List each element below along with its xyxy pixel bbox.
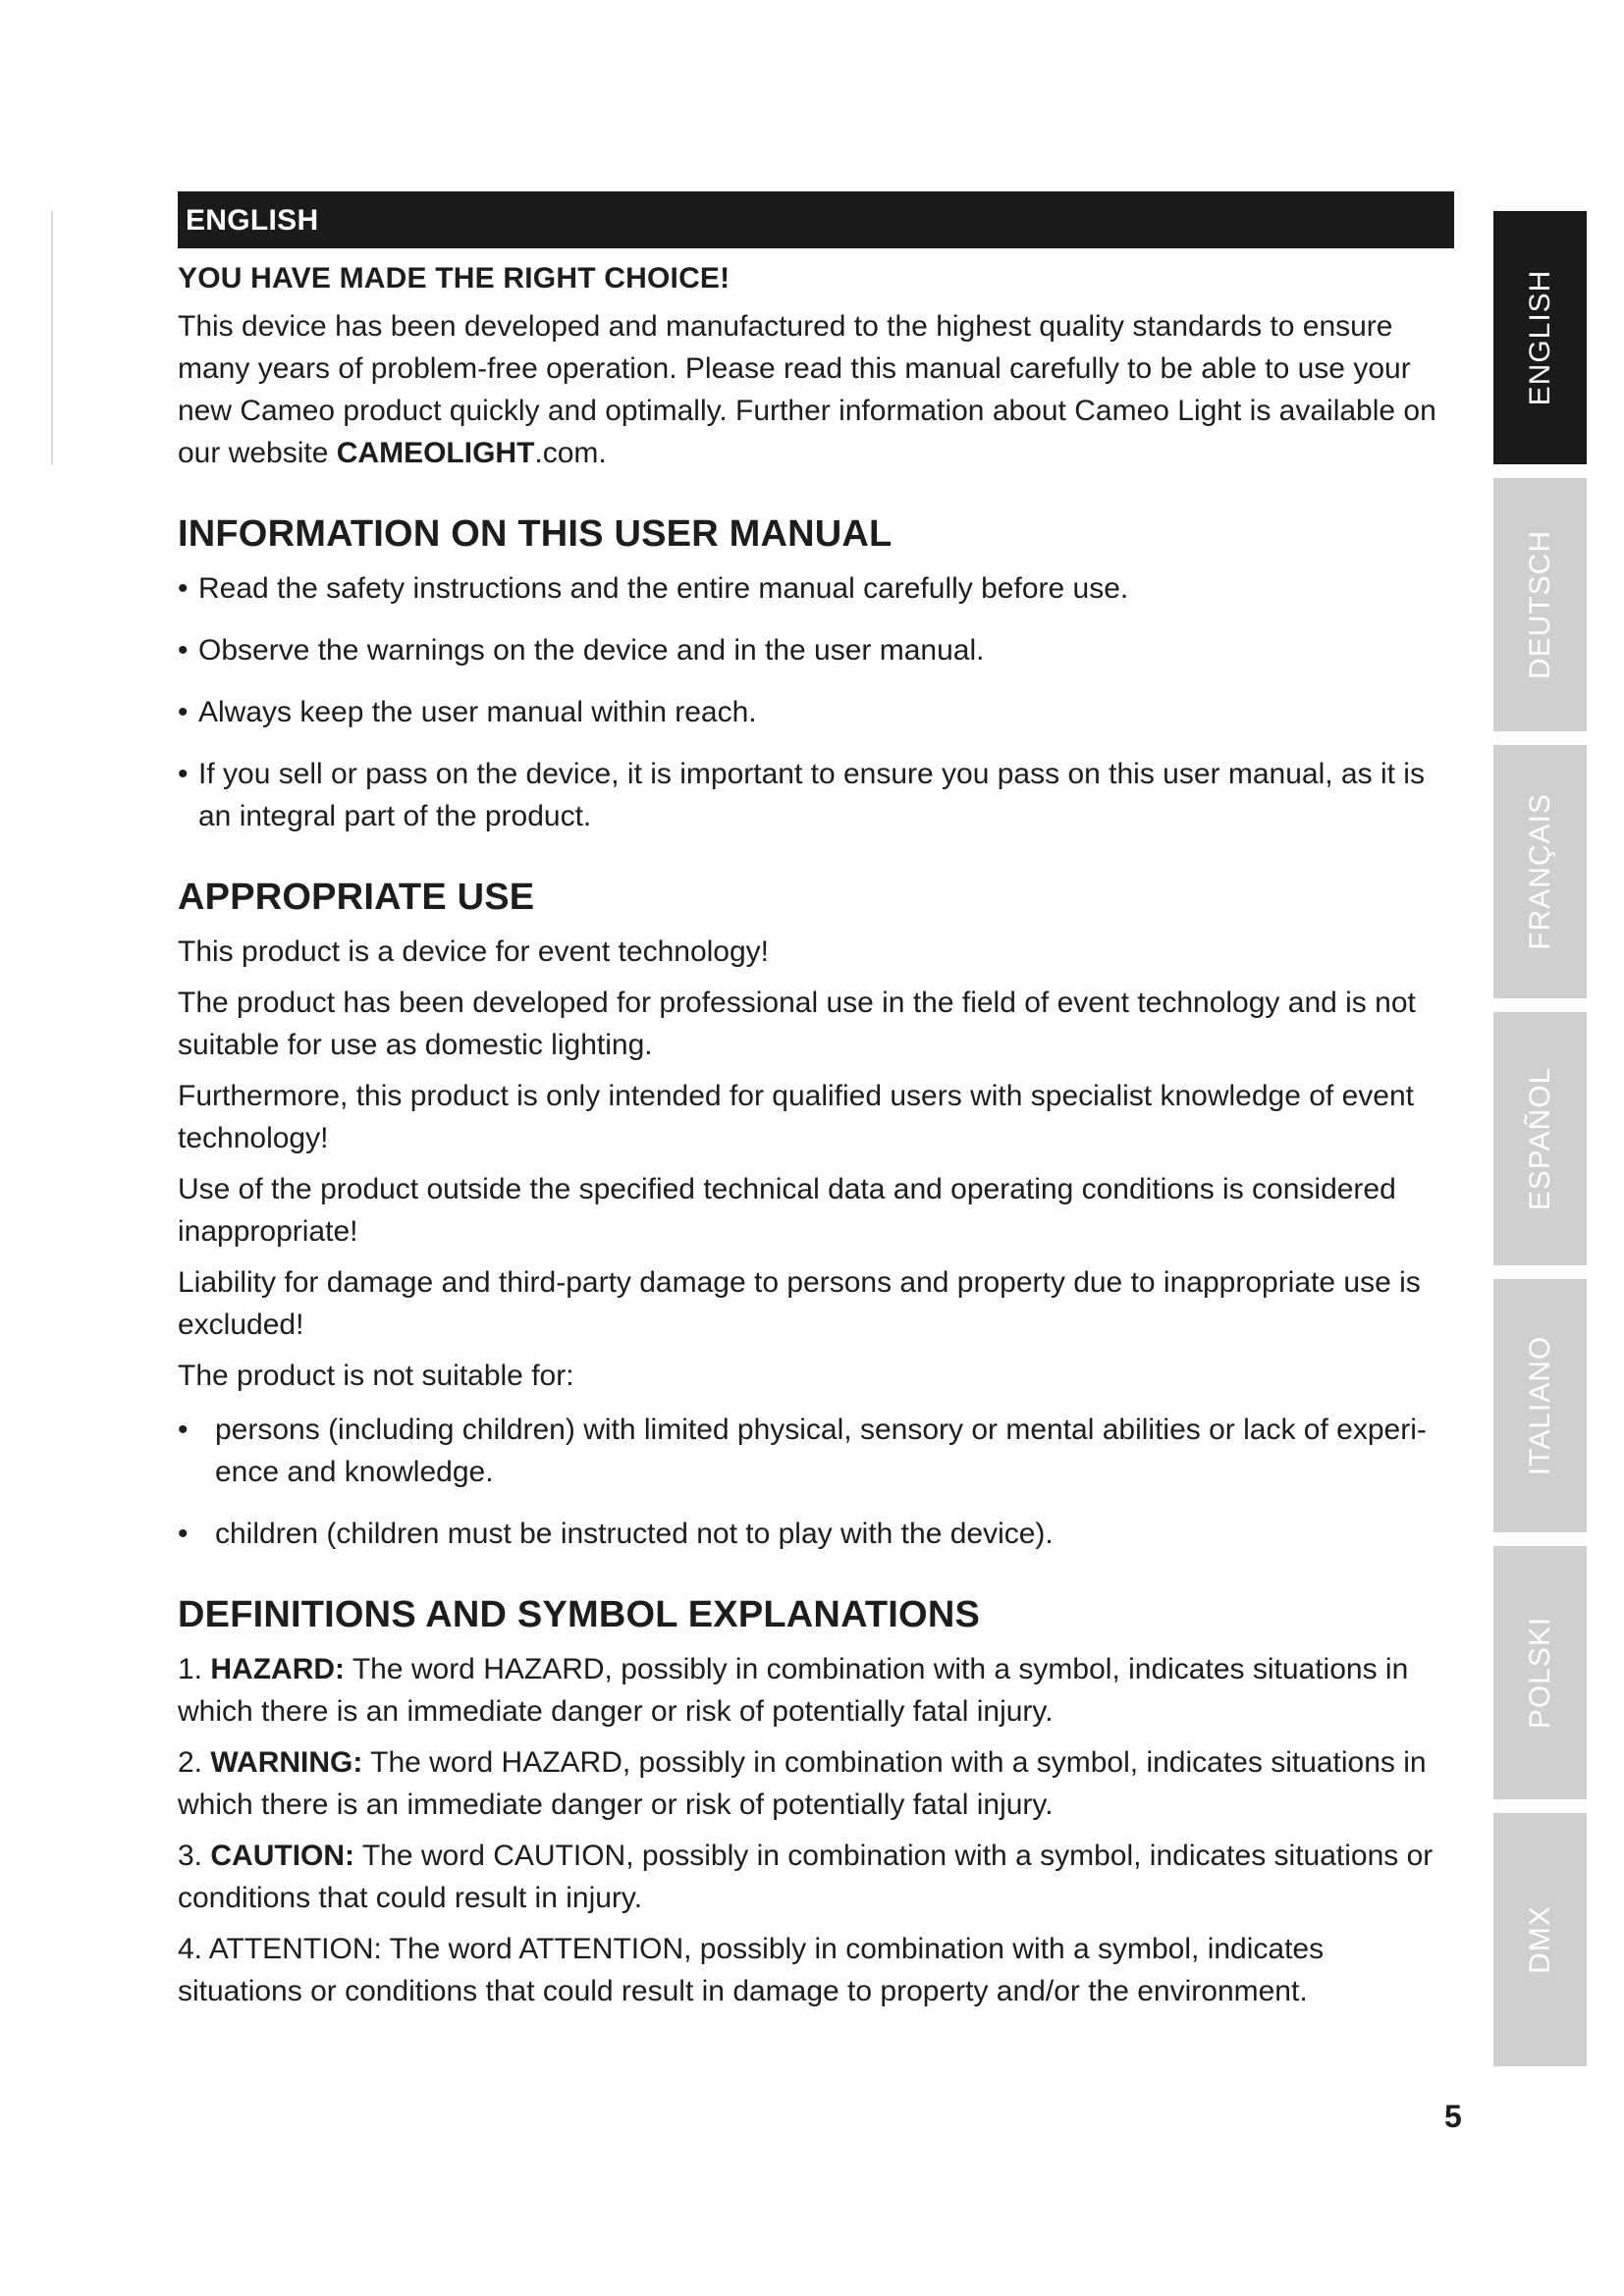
section-title-appropriate-use: APPROPRIATE USE — [178, 877, 535, 918]
intro-text: This device has been developed and manufactured to the highest quality standards to ensure many years of problem-free operation. Please read this manual carefully to be able to use your new Cameo product quickly and optimally. Further information about Cameo Light is available on our website — [178, 310, 1436, 469]
tab-francais[interactable] — [1493, 745, 1587, 998]
tab-english[interactable] — [1493, 211, 1587, 464]
definition-term: CAUTION: — [210, 1840, 355, 1872]
definition-term: WARNING: — [210, 1746, 363, 1779]
list-item: • Read the safety instructions and the entire manual carefully before use. — [178, 567, 1454, 610]
list-item: • Observe the warnings on the device and in the user manual. — [178, 629, 1454, 671]
paragraph: Use of the product outside the specified technical data and operating conditions is considered inappropriate! — [178, 1173, 1396, 1248]
tab-dmx[interactable] — [1493, 1813, 1587, 2066]
definition-item — [178, 1835, 1454, 1919]
page-number: 5 — [1444, 2099, 1462, 2134]
not-suitable-list — [178, 1409, 1454, 1555]
paragraph: This product is a device for event technology! — [178, 935, 769, 968]
tab-label: DMX — [1523, 1905, 1556, 1974]
definition-number: 2. — [178, 1746, 203, 1779]
manual-info-list — [178, 567, 1454, 837]
brand-suffix: .com. — [534, 437, 607, 469]
intro-paragraph — [178, 305, 1454, 474]
tab-label: ENGLISH — [1523, 269, 1556, 406]
definition-text: The word CAUTION, possibly in combination with a symbol, indicates situations or conditions that could result in injury. — [178, 1840, 1434, 1914]
definition-text: The word ATTENTION, possibly in combination with a symbol, indicates situations or conditions that could result in damage to property and/or the environment. — [178, 1933, 1325, 2007]
tab-label: DEUTSCH — [1523, 529, 1556, 680]
intro-heading: YOU HAVE MADE THE RIGHT CHOICE! — [178, 262, 731, 294]
tab-label: ESPAÑOL — [1523, 1066, 1556, 1211]
language-tabs — [1493, 211, 1587, 2076]
definition-text: The word HAZARD, possibly in combination with a symbol, indicates situations in which there is an immediate danger or risk of potentially fatal injury. — [178, 1653, 1409, 1728]
definition-number: 4. — [178, 1933, 203, 1965]
tab-label: POLSKI — [1523, 1616, 1556, 1730]
list-item: • Always keep the user manual within reach. — [178, 691, 1454, 733]
tab-italiano[interactable] — [1493, 1279, 1587, 1532]
definition-text: The word HAZARD, possibly in combination with a symbol, indicates situations in which there is an immediate danger or risk of potentially fatal injury. — [178, 1746, 1427, 1821]
section-title-definitions: DEFINITIONS AND SYMBOL EXPLANATIONS — [178, 1594, 981, 1635]
tab-label: ITALIANO — [1523, 1335, 1556, 1476]
tab-espanol[interactable] — [1493, 1012, 1587, 1265]
list-item: • persons (including children) with limited physical, sensory or mental abilities or lack of experi-ence and knowledge. — [178, 1409, 1454, 1493]
tab-polski[interactable] — [1493, 1546, 1587, 1799]
definition-term: HAZARD: — [210, 1653, 346, 1685]
tab-deutsch[interactable] — [1493, 478, 1587, 731]
paragraph: The product is not suitable for: — [178, 1360, 574, 1392]
definition-number: 1. — [178, 1653, 203, 1685]
tab-label: FRANÇAIS — [1523, 793, 1556, 950]
definition-item — [178, 1648, 1454, 1733]
paragraph: Liability for damage and third-party damage to persons and property due to inappropriate use is excluded! — [178, 1266, 1421, 1341]
brand-name: CAMEOLIGHT — [336, 437, 535, 469]
list-item: • children (children must be instructed not to play with the device). — [178, 1513, 1454, 1555]
definition-number: 3. — [178, 1840, 203, 1872]
definition-item — [178, 1928, 1454, 2012]
paragraph: The product has been developed for professional use in the field of event technology and is not suitable for use as domestic lighting. — [178, 987, 1416, 1061]
language-header-bar: ENGLISH — [178, 191, 1454, 248]
page-content — [178, 191, 1454, 2021]
list-item: • If you sell or pass on the device, it is important to ensure you pass on this user manual, as it is an integral part of the product. — [178, 753, 1454, 837]
page-margin-line — [51, 211, 53, 464]
paragraph: Furthermore, this product is only intended for qualified users with specialist knowledge of event technology! — [178, 1080, 1414, 1154]
definition-item — [178, 1741, 1454, 1826]
definition-term: ATTENTION: — [208, 1933, 382, 1965]
section-title-manual-info: INFORMATION ON THIS USER MANUAL — [178, 513, 893, 555]
